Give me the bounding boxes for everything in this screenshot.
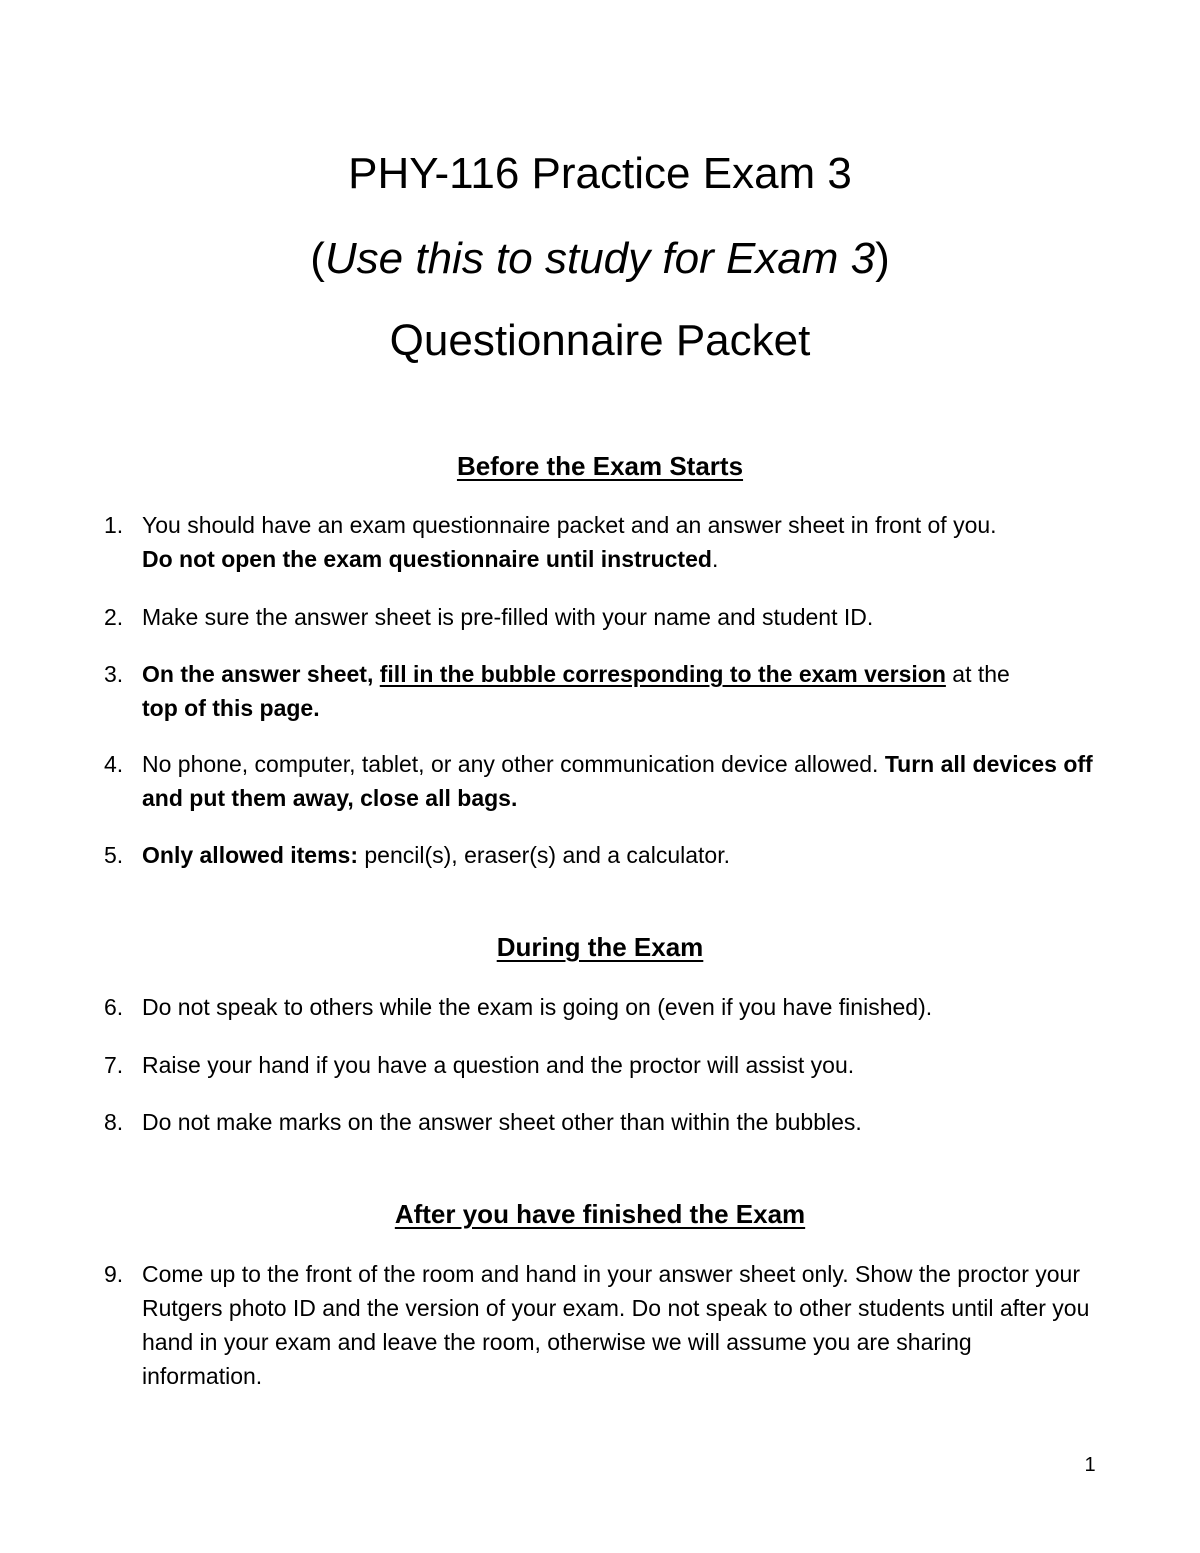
list-item-text [142, 838, 1094, 872]
list-item-bold-text: Turn all devices off and put them away, close all bags. [142, 751, 1093, 811]
list-item [104, 657, 1094, 725]
list-item-number: 3. [104, 661, 124, 687]
list-item-text: Do not make marks on the answer sheet other than within the bubbles. [142, 1109, 862, 1135]
list-item-number: 6. [104, 994, 124, 1020]
list-item [104, 1105, 1094, 1139]
list-item-text: Come up to the front of the room and hand in your answer sheet only. Show the proctor your Rutgers photo ID and the version of your exam. Do not speak to other students until after you hand in your exam and leave the room, otherwise we will assume you are sharing information. [142, 1261, 1090, 1389]
list-item [104, 838, 1094, 872]
list-item-number: 5. [104, 842, 124, 868]
list-item [104, 990, 1094, 1024]
list-item-text [142, 747, 1094, 815]
page-title: PHY-116 Practice Exam 3 [348, 149, 852, 198]
list-item-number: 7. [104, 1052, 124, 1078]
list-item-plain-text: pencil(s), eraser(s) and a calculator. [358, 842, 730, 868]
list-item-number: 9. [104, 1261, 124, 1287]
list-item-text [142, 657, 1094, 725]
list-item [104, 747, 1094, 815]
list-item [104, 600, 1094, 634]
list-item-number: 4. [104, 751, 124, 777]
subtitle-italic-text: Use this to study for Exam 3 [324, 234, 876, 283]
section-heading-after [0, 1199, 1200, 1229]
list-item-bold-text: Only allowed items: [142, 842, 358, 868]
list-item [104, 1257, 1094, 1393]
list-item-number: 1. [104, 512, 124, 538]
page-number: 1 [1084, 1454, 1096, 1476]
list-item-bold-text: Do not open the exam questionnaire until instructed [142, 546, 712, 572]
section-heading-before [0, 451, 1200, 481]
list-item-plain-text: at the [945, 661, 1010, 687]
list-item-number: 8. [104, 1109, 124, 1135]
list-item [104, 1048, 1094, 1082]
list-item-text: Do not speak to others while the exam is going on (even if you have finished). [142, 994, 933, 1020]
list-item-text: Raise your hand if you have a question and the proctor will assist you. [142, 1052, 855, 1078]
subtitle-open-paren: ( [310, 234, 325, 283]
list-item-tail: . [711, 546, 719, 572]
list-item-bold-underline: fill in the bubble corresponding to the exam version [379, 661, 946, 687]
list-item [104, 508, 1094, 576]
section-heading-after-text: After you have finished the Exam [394, 1199, 806, 1229]
list-item-plain-text: You should have an exam questionnaire packet and an answer sheet in front of you. [142, 512, 997, 538]
packet-title: Questionnaire Packet [389, 316, 811, 365]
list-item-number: 2. [104, 604, 124, 630]
section-heading-during-text: During the Exam [496, 932, 704, 962]
section-heading-before-text: Before the Exam Starts [456, 451, 744, 481]
section-heading-during [0, 932, 1200, 962]
list-item-bold-tail: top of this page. [142, 695, 320, 721]
subtitle-close-paren: ) [875, 234, 890, 283]
list-item-text [142, 508, 1094, 576]
list-item-bold-lead: On the answer sheet, [142, 661, 380, 687]
page-subtitle [0, 234, 1200, 283]
list-item-plain-text: No phone, computer, tablet, or any other communication device allowed. [142, 751, 885, 777]
list-item-text: Make sure the answer sheet is pre-filled with your name and student ID. [142, 604, 874, 630]
